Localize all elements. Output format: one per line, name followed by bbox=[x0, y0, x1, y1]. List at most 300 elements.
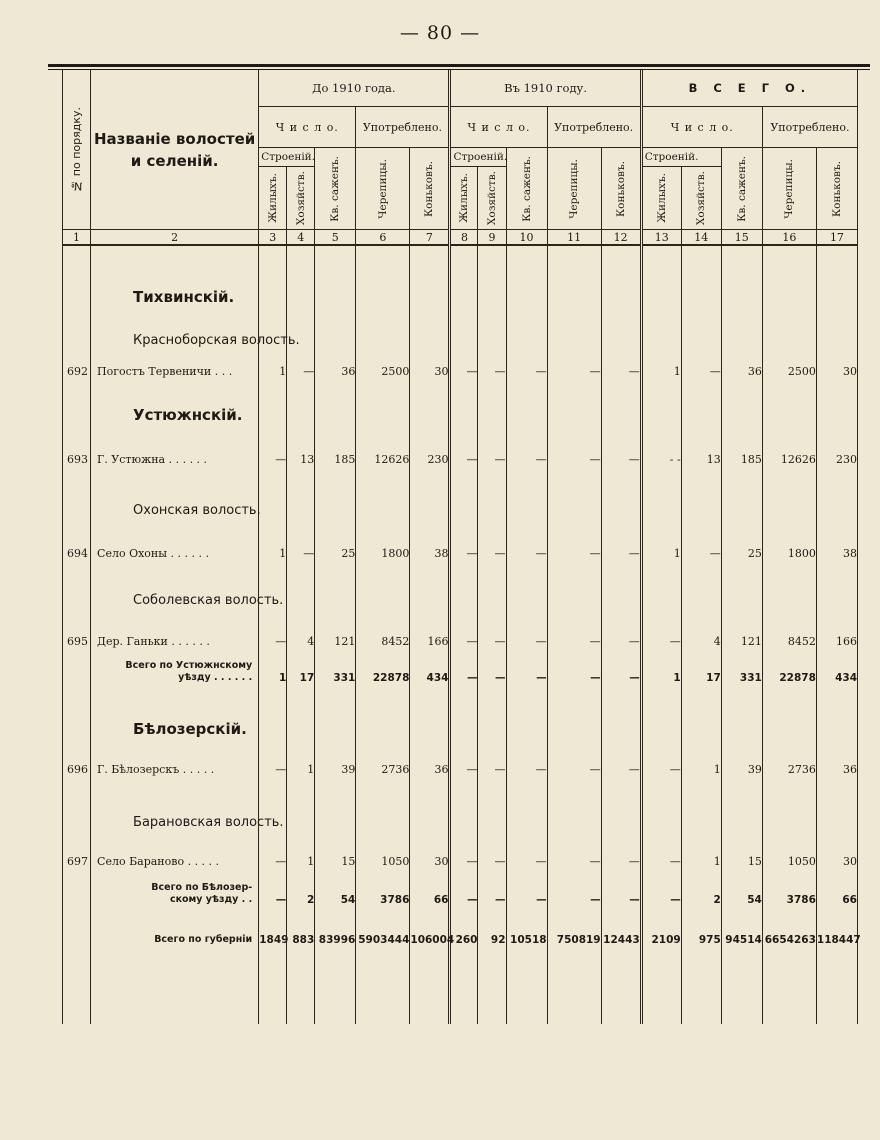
statistics-table bbox=[62, 70, 861, 1024]
row-value: 1 bbox=[259, 518, 287, 560]
empty-cell bbox=[721, 306, 762, 348]
empty-cell bbox=[721, 776, 762, 830]
row-value: 36 bbox=[816, 738, 857, 776]
row-value: 38 bbox=[816, 518, 857, 560]
empty-cell bbox=[641, 306, 681, 348]
row-value: — bbox=[450, 348, 478, 378]
index-cell bbox=[63, 868, 91, 906]
column-number: 10 bbox=[506, 230, 547, 246]
column-number: 9 bbox=[478, 230, 506, 246]
column-number: 3 bbox=[259, 230, 287, 246]
header-used-2: Употреблено. bbox=[547, 107, 641, 148]
index-cell bbox=[63, 466, 91, 518]
row-index: 693 bbox=[63, 424, 91, 466]
row-value: 39 bbox=[721, 738, 762, 776]
column-number: 7 bbox=[410, 230, 450, 246]
total-value: — bbox=[601, 648, 641, 684]
row-value: — bbox=[478, 348, 506, 378]
row-value: — bbox=[641, 608, 681, 648]
row-name: Г. Бѣлозерскъ . . . . . bbox=[91, 738, 259, 776]
row-value: — bbox=[681, 518, 721, 560]
empty-cell bbox=[506, 306, 547, 348]
index-cell bbox=[63, 648, 91, 684]
total-label: скому уѣзду . . bbox=[169, 894, 253, 905]
empty-cell bbox=[450, 378, 478, 424]
empty-cell bbox=[315, 378, 356, 424]
empty-cell bbox=[816, 776, 857, 830]
total-value: 106004 bbox=[410, 906, 450, 946]
row-value: 166 bbox=[410, 608, 450, 648]
row-value: — bbox=[259, 738, 287, 776]
empty-cell bbox=[478, 946, 506, 1024]
empty-cell bbox=[721, 378, 762, 424]
table-row bbox=[63, 830, 858, 868]
empty-cell bbox=[762, 245, 816, 306]
empty-cell bbox=[478, 378, 506, 424]
empty-cell bbox=[641, 378, 681, 424]
row-value: — bbox=[287, 348, 315, 378]
empty-cell bbox=[315, 245, 356, 306]
empty-cell bbox=[762, 946, 816, 1024]
empty-cell bbox=[547, 378, 601, 424]
row-value: 1800 bbox=[762, 518, 816, 560]
empty-cell bbox=[721, 684, 762, 738]
volost-heading-row bbox=[63, 306, 858, 348]
empty-cell bbox=[287, 560, 315, 608]
row-name: Погостъ Тервеничи . . . bbox=[91, 348, 259, 378]
row-value: — bbox=[478, 608, 506, 648]
empty-cell bbox=[410, 776, 450, 830]
empty-cell bbox=[641, 684, 681, 738]
empty-cell bbox=[762, 466, 816, 518]
column-number: 16 bbox=[762, 230, 816, 246]
empty-cell bbox=[762, 560, 816, 608]
empty-cell bbox=[547, 306, 601, 348]
row-value: 4 bbox=[287, 608, 315, 648]
row-value: 30 bbox=[410, 348, 450, 378]
row-value: 1 bbox=[287, 830, 315, 868]
heading-cell bbox=[91, 560, 284, 608]
row-value: 36 bbox=[410, 738, 450, 776]
total-value: — bbox=[506, 868, 547, 906]
row-value: 230 bbox=[410, 424, 450, 466]
row-value: — bbox=[478, 830, 506, 868]
empty-cell bbox=[315, 306, 356, 348]
empty-cell bbox=[315, 466, 356, 518]
empty-cell bbox=[601, 306, 641, 348]
row-value: 1 bbox=[259, 348, 287, 378]
empty-cell bbox=[721, 946, 762, 1024]
column-number: 11 bbox=[547, 230, 601, 246]
empty-cell bbox=[816, 378, 857, 424]
row-value: 12626 bbox=[762, 424, 816, 466]
row-value: 13 bbox=[287, 424, 315, 466]
row-value: — bbox=[601, 424, 641, 466]
empty-cell bbox=[410, 378, 450, 424]
total-value: 10518 bbox=[506, 906, 547, 946]
empty-cell bbox=[450, 776, 478, 830]
empty-cell bbox=[315, 946, 356, 1024]
row-value: 30 bbox=[816, 348, 857, 378]
empty-cell bbox=[506, 466, 547, 518]
row-value: 185 bbox=[721, 424, 762, 466]
row-value: 8452 bbox=[356, 608, 410, 648]
empty-cell bbox=[816, 466, 857, 518]
header-count-3: Ч и с л о. bbox=[641, 107, 762, 148]
header-count-1: Ч и с л о. bbox=[259, 107, 356, 148]
column-number: 8 bbox=[450, 230, 478, 246]
empty-cell bbox=[681, 560, 721, 608]
volost-heading: Охонская волость. bbox=[133, 503, 261, 518]
row-value: 1 bbox=[641, 348, 681, 378]
index-cell bbox=[63, 906, 91, 946]
empty-cell bbox=[816, 560, 857, 608]
header-buildings-1: Строеній. bbox=[259, 148, 315, 167]
volost-heading-row bbox=[63, 560, 858, 608]
empty-cell bbox=[681, 684, 721, 738]
empty-cell bbox=[547, 776, 601, 830]
row-value: — bbox=[506, 608, 547, 648]
index-cell bbox=[63, 306, 91, 348]
column-number: 6 bbox=[356, 230, 410, 246]
total-value: 92 bbox=[478, 906, 506, 946]
row-value: — bbox=[478, 738, 506, 776]
header-total: В С Е Г О. bbox=[641, 70, 857, 107]
row-index: 694 bbox=[63, 518, 91, 560]
row-value: — bbox=[506, 518, 547, 560]
empty-cell bbox=[547, 684, 601, 738]
total-value: 434 bbox=[410, 648, 450, 684]
empty-cell bbox=[356, 378, 410, 424]
header-tiles-3: Черепицы. bbox=[762, 148, 816, 230]
row-value: — bbox=[601, 518, 641, 560]
header-sqsazhen-1: Кв. саженъ. bbox=[315, 148, 356, 230]
row-value: 13 bbox=[681, 424, 721, 466]
row-index: 692 bbox=[63, 348, 91, 378]
top-rule bbox=[48, 64, 870, 67]
row-value: 30 bbox=[410, 830, 450, 868]
row-value: — bbox=[547, 348, 601, 378]
empty-cell bbox=[681, 466, 721, 518]
row-name: Село Охоны . . . . . . bbox=[91, 518, 259, 560]
row-value: — bbox=[259, 424, 287, 466]
county-heading-row bbox=[63, 378, 858, 424]
total-value: — bbox=[547, 648, 601, 684]
total-value: 331 bbox=[315, 648, 356, 684]
column-number: 15 bbox=[721, 230, 762, 246]
empty-cell bbox=[478, 684, 506, 738]
row-index: 695 bbox=[63, 608, 91, 648]
row-value: — bbox=[547, 608, 601, 648]
index-cell bbox=[63, 378, 91, 424]
total-value: 2109 bbox=[641, 906, 681, 946]
row-value: — bbox=[450, 738, 478, 776]
empty-cell bbox=[816, 306, 857, 348]
total-value: 750819 bbox=[547, 906, 601, 946]
row-value: - - bbox=[641, 424, 681, 466]
row-value: 121 bbox=[315, 608, 356, 648]
county-heading-row bbox=[63, 245, 858, 306]
heading-cell bbox=[91, 684, 259, 738]
empty-cell bbox=[601, 776, 641, 830]
total-label: Всего по Бѣлозер- bbox=[151, 882, 253, 893]
row-value: 2736 bbox=[762, 738, 816, 776]
row-value: — bbox=[506, 830, 547, 868]
row-value: — bbox=[547, 518, 601, 560]
volost-heading-row bbox=[63, 466, 858, 518]
total-value: 66 bbox=[816, 868, 857, 906]
total-value: 66 bbox=[410, 868, 450, 906]
empty-cell bbox=[450, 306, 478, 348]
row-value: 4 bbox=[681, 608, 721, 648]
total-label-cell bbox=[91, 868, 259, 906]
row-index: 697 bbox=[63, 830, 91, 868]
empty-cell bbox=[641, 466, 681, 518]
empty-cell bbox=[259, 245, 287, 306]
total-value: 883 bbox=[287, 906, 315, 946]
empty-cell bbox=[762, 684, 816, 738]
total-value: 83996 bbox=[315, 906, 356, 946]
empty-cell bbox=[287, 378, 315, 424]
empty-cell bbox=[315, 560, 356, 608]
empty-cell bbox=[410, 466, 450, 518]
volost-heading-row bbox=[63, 776, 858, 830]
empty-cell bbox=[721, 245, 762, 306]
row-value: 30 bbox=[816, 830, 857, 868]
row-value: 36 bbox=[315, 348, 356, 378]
header-used-3: Употреблено. bbox=[762, 107, 857, 148]
header-farm-3: Хозяйств. bbox=[681, 167, 721, 230]
row-value: — bbox=[478, 424, 506, 466]
header-sqsazhen-2: Кв. саженъ. bbox=[506, 148, 547, 230]
empty-cell bbox=[721, 466, 762, 518]
empty-cell bbox=[681, 776, 721, 830]
empty-cell bbox=[450, 560, 478, 608]
empty-cell bbox=[259, 684, 287, 738]
row-value: 1 bbox=[287, 738, 315, 776]
column-number: 2 bbox=[91, 230, 259, 246]
empty-cell bbox=[506, 684, 547, 738]
heading-cell bbox=[91, 776, 284, 830]
index-cell bbox=[63, 560, 91, 608]
empty-cell bbox=[816, 245, 857, 306]
page-number: — 80 — bbox=[399, 22, 481, 44]
empty-cell bbox=[315, 776, 356, 830]
row-value: 25 bbox=[315, 518, 356, 560]
empty-cell bbox=[601, 378, 641, 424]
empty-cell bbox=[641, 560, 681, 608]
row-value: — bbox=[547, 830, 601, 868]
total-value: 22878 bbox=[762, 648, 816, 684]
empty-cell bbox=[478, 776, 506, 830]
column-number: 1 bbox=[63, 230, 91, 246]
empty-cell bbox=[601, 245, 641, 306]
empty-cell bbox=[816, 946, 857, 1024]
table-row bbox=[63, 738, 858, 776]
row-value: 121 bbox=[721, 608, 762, 648]
empty-cell bbox=[478, 560, 506, 608]
empty-cell bbox=[506, 560, 547, 608]
column-number: 5 bbox=[315, 230, 356, 246]
empty-cell bbox=[762, 776, 816, 830]
empty-cell bbox=[356, 245, 410, 306]
empty-cell bbox=[287, 946, 315, 1024]
total-label: Всего по Устюжнскому bbox=[125, 660, 253, 671]
row-name: Село Бараново . . . . . bbox=[91, 830, 259, 868]
total-value: 118447 bbox=[816, 906, 857, 946]
row-value: 1050 bbox=[356, 830, 410, 868]
row-value: — bbox=[450, 830, 478, 868]
row-value: 15 bbox=[721, 830, 762, 868]
index-cell bbox=[63, 245, 91, 306]
empty-cell bbox=[547, 245, 601, 306]
volost-heading: Красноборская волость. bbox=[133, 333, 300, 348]
empty-cell bbox=[641, 946, 681, 1024]
empty-cell bbox=[478, 466, 506, 518]
row-value: — bbox=[601, 738, 641, 776]
row-value: 12626 bbox=[356, 424, 410, 466]
header-used-1: Употреблено. bbox=[356, 107, 450, 148]
row-value: — bbox=[450, 424, 478, 466]
row-value: — bbox=[547, 738, 601, 776]
empty-cell bbox=[450, 466, 478, 518]
county-heading-row bbox=[63, 684, 858, 738]
row-value: 1 bbox=[681, 738, 721, 776]
empty-cell bbox=[601, 946, 641, 1024]
empty-cell bbox=[547, 560, 601, 608]
column-number: 13 bbox=[641, 230, 681, 246]
table-header bbox=[63, 70, 858, 245]
empty-cell bbox=[91, 946, 259, 1024]
row-name: Дер. Ганьки . . . . . . bbox=[91, 608, 259, 648]
empty-cell bbox=[601, 684, 641, 738]
total-row bbox=[63, 868, 858, 906]
spacer-row bbox=[63, 946, 858, 1024]
total-row bbox=[63, 906, 858, 946]
empty-cell bbox=[681, 378, 721, 424]
row-value: 38 bbox=[410, 518, 450, 560]
empty-cell bbox=[356, 946, 410, 1024]
row-value: — bbox=[478, 518, 506, 560]
total-label: уѣзду . . . . . . bbox=[178, 672, 253, 683]
county-heading: Устюжнскій. bbox=[133, 406, 243, 424]
row-value: 2736 bbox=[356, 738, 410, 776]
empty-cell bbox=[681, 946, 721, 1024]
empty-cell bbox=[287, 776, 315, 830]
empty-cell bbox=[478, 306, 506, 348]
row-value: — bbox=[601, 830, 641, 868]
empty-cell bbox=[287, 466, 315, 518]
row-value: 230 bbox=[816, 424, 857, 466]
header-farm-2: Хозяйств. bbox=[478, 167, 506, 230]
empty-cell bbox=[762, 306, 816, 348]
header-in-1910: Въ 1910 году. bbox=[450, 70, 641, 107]
total-value: 1 bbox=[259, 648, 287, 684]
total-label-cell bbox=[91, 906, 259, 946]
total-value: 975 bbox=[681, 906, 721, 946]
empty-cell bbox=[287, 245, 315, 306]
total-value: 12443 bbox=[601, 906, 641, 946]
empty-cell bbox=[315, 684, 356, 738]
header-ridges-3: Коньковъ. bbox=[816, 148, 857, 230]
empty-cell bbox=[356, 560, 410, 608]
heading-cell bbox=[91, 306, 300, 348]
total-value: — bbox=[450, 868, 478, 906]
column-number-row bbox=[63, 230, 858, 246]
row-value: — bbox=[259, 608, 287, 648]
row-value: — bbox=[681, 348, 721, 378]
row-value: — bbox=[259, 830, 287, 868]
row-value: 15 bbox=[315, 830, 356, 868]
total-value: 5903444 bbox=[356, 906, 410, 946]
total-value: — bbox=[259, 868, 287, 906]
empty-cell bbox=[356, 684, 410, 738]
total-value: 2 bbox=[681, 868, 721, 906]
empty-cell bbox=[641, 245, 681, 306]
heading-cell bbox=[91, 245, 259, 306]
row-value: — bbox=[506, 424, 547, 466]
column-number: 14 bbox=[681, 230, 721, 246]
total-value: 17 bbox=[287, 648, 315, 684]
empty-cell bbox=[410, 306, 450, 348]
empty-cell bbox=[762, 378, 816, 424]
header-name: Названіе волостей и селеній. bbox=[91, 70, 259, 230]
header-buildings-2: Строеній. bbox=[450, 148, 506, 167]
total-value: 3786 bbox=[762, 868, 816, 906]
row-value: — bbox=[506, 738, 547, 776]
empty-cell bbox=[601, 466, 641, 518]
empty-cell bbox=[410, 684, 450, 738]
total-value: 260 bbox=[450, 906, 478, 946]
row-value: 25 bbox=[721, 518, 762, 560]
column-number: 4 bbox=[287, 230, 315, 246]
empty-cell bbox=[601, 560, 641, 608]
table-body bbox=[63, 245, 861, 1024]
row-value: 185 bbox=[315, 424, 356, 466]
county-heading: Тихвинскій. bbox=[133, 288, 235, 306]
empty-cell bbox=[450, 245, 478, 306]
empty-cell bbox=[681, 245, 721, 306]
row-value: 2500 bbox=[356, 348, 410, 378]
empty-cell bbox=[681, 306, 721, 348]
empty-cell bbox=[506, 378, 547, 424]
empty-cell bbox=[478, 245, 506, 306]
table-row bbox=[63, 424, 858, 466]
empty-cell bbox=[547, 946, 601, 1024]
header-index: № по порядку. bbox=[63, 70, 91, 230]
row-value: 36 bbox=[721, 348, 762, 378]
total-value: 331 bbox=[721, 648, 762, 684]
empty-cell bbox=[410, 946, 450, 1024]
header-ridges-2: Коньковъ. bbox=[601, 148, 641, 230]
total-value: — bbox=[478, 868, 506, 906]
header-count-2: Ч и с л о. bbox=[450, 107, 547, 148]
empty-cell bbox=[259, 378, 287, 424]
header-farm-1: Хозяйств. bbox=[287, 167, 315, 230]
empty-cell bbox=[506, 776, 547, 830]
header-tiles-2: Черепицы. bbox=[547, 148, 601, 230]
header-dwelling-1: Жилыхъ. bbox=[259, 167, 287, 230]
row-value: — bbox=[450, 518, 478, 560]
empty-cell bbox=[450, 946, 478, 1024]
total-value: 17 bbox=[681, 648, 721, 684]
heading-cell bbox=[91, 466, 259, 518]
empty-cell bbox=[506, 245, 547, 306]
column-number: 17 bbox=[816, 230, 857, 246]
table-row bbox=[63, 518, 858, 560]
total-value: — bbox=[478, 648, 506, 684]
total-label: Всего по губерніи bbox=[154, 934, 253, 945]
